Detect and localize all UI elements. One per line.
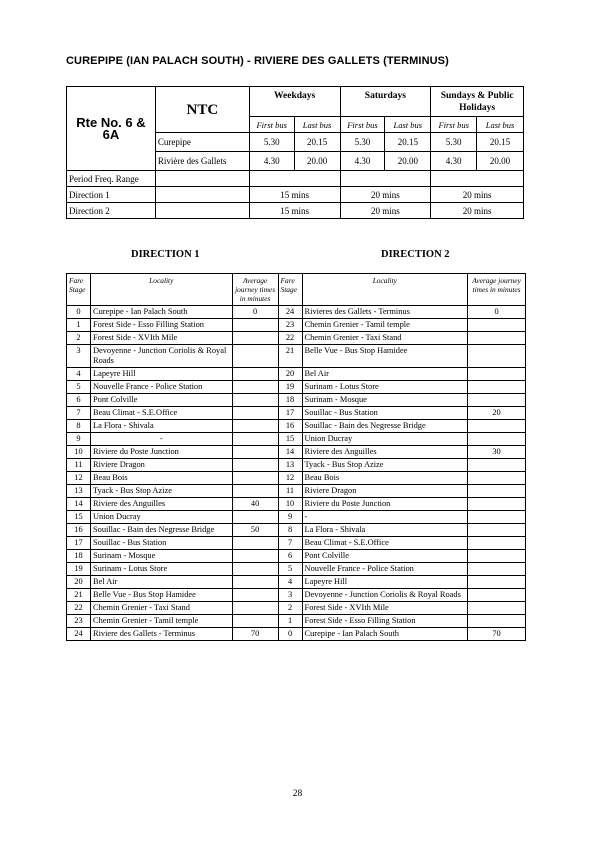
locality-cell: Surinam - Mosque — [90, 550, 232, 563]
stage-row — [67, 472, 526, 485]
fare-stage-cell: 7 — [278, 537, 302, 550]
departure-place: Rivière des Gallets — [155, 152, 249, 171]
locality-cell: Pont Colville — [302, 550, 468, 563]
avg-time-cell — [232, 332, 278, 345]
avg-time-cell — [468, 524, 526, 537]
stage-row — [67, 394, 526, 407]
fare-stage-cell: 9 — [67, 433, 91, 446]
fare-stage-cell: 6 — [67, 394, 91, 407]
stage-row — [67, 433, 526, 446]
locality-cell: Souillac - Bus Station — [90, 537, 232, 550]
fare-stage-cell: 1 — [67, 319, 91, 332]
frequency-value: 20 mins — [431, 187, 524, 203]
departure-time: 5.30 — [340, 133, 385, 152]
fare-stage-cell: 1 — [278, 615, 302, 628]
page-number: 28 — [292, 789, 303, 799]
departure-time: 4.30 — [431, 152, 477, 171]
locality-cell: - — [302, 511, 468, 524]
fare-stage-cell: 15 — [278, 433, 302, 446]
locality-cell: Lapeyre Hill — [302, 576, 468, 589]
empty-cell — [340, 171, 431, 187]
frequency-value: 20 mins — [431, 203, 524, 219]
fare-stage-cell: 14 — [67, 498, 91, 511]
avg-time-cell — [232, 602, 278, 615]
group-sundays: Sundays & Public Holidays — [431, 87, 524, 117]
locality-cell: Riviere du Poste Junction — [302, 498, 468, 511]
locality-cell: Devoyenne - Junction Coriolis & Royal Roads — [302, 589, 468, 602]
frequency-row — [67, 203, 524, 219]
locality-cell: Tyack - Bus Stop Azize — [302, 459, 468, 472]
fare-stage-cell: 6 — [278, 550, 302, 563]
fare-stage-cell: 7 — [67, 407, 91, 420]
locality-cell: Riviere des Anguilles — [90, 498, 232, 511]
avg-time-cell — [468, 459, 526, 472]
locality-cell: La Flora - Shivala — [90, 420, 232, 433]
avg-time-cell — [468, 420, 526, 433]
locality-cell: Union Ducray — [90, 511, 232, 524]
departure-time: 20.15 — [477, 133, 524, 152]
fare-stage-cell: 15 — [67, 511, 91, 524]
locality-cell: Forest Side - Esso Filling Station — [302, 615, 468, 628]
fare-stage-header: Fare Stage — [67, 274, 91, 306]
avg-time-header: Average journey times in minutes — [232, 274, 278, 306]
last-bus-label: Last bus — [477, 117, 524, 133]
stages-header-row — [67, 274, 526, 306]
stage-row — [67, 550, 526, 563]
fare-stage-cell: 5 — [67, 381, 91, 394]
locality-cell: Chemin Grenier - Taxi Stand — [90, 602, 232, 615]
fare-stage-cell: 18 — [67, 550, 91, 563]
direction-2-heading: DIRECTION 2 — [381, 249, 450, 260]
direction-label: Direction 2 — [67, 203, 156, 219]
fare-stage-cell: 8 — [67, 420, 91, 433]
stage-row — [67, 332, 526, 345]
locality-cell: Surinam - Lotus Store — [302, 381, 468, 394]
locality-cell: Beau Climat - S.E.Office — [302, 537, 468, 550]
locality-cell: Chemin Grenier - Tamil temple — [302, 319, 468, 332]
avg-time-cell — [468, 498, 526, 511]
avg-time-cell — [232, 472, 278, 485]
freq-range-label: Period Freq. Range — [67, 171, 156, 187]
avg-time-cell — [232, 576, 278, 589]
avg-time-cell — [468, 550, 526, 563]
fare-stage-cell: 10 — [67, 446, 91, 459]
operator-name: NTC — [155, 87, 249, 133]
locality-cell: Souillac - Bain des Negresse Bridge — [302, 420, 468, 433]
stage-row — [67, 306, 526, 319]
locality-cell: Chemin Grenier - Taxi Stand — [302, 332, 468, 345]
fare-stage-cell: 11 — [278, 485, 302, 498]
fare-stage-cell: 3 — [67, 345, 91, 368]
fare-stage-cell: 20 — [67, 576, 91, 589]
timetable-header-row — [67, 87, 524, 117]
fare-stage-cell: 16 — [278, 420, 302, 433]
avg-time-cell — [468, 576, 526, 589]
locality-cell: La Flora - Shivala — [302, 524, 468, 537]
avg-time-cell — [468, 332, 526, 345]
fare-stage-cell: 14 — [278, 446, 302, 459]
fare-stage-cell: 10 — [278, 498, 302, 511]
avg-time-cell — [232, 446, 278, 459]
stage-row — [67, 381, 526, 394]
locality-cell: Lapeyre Hill — [90, 368, 232, 381]
avg-time-cell — [468, 368, 526, 381]
locality-cell: Riviere Dragon — [302, 485, 468, 498]
stage-row — [67, 524, 526, 537]
avg-time-cell — [468, 345, 526, 368]
avg-time-header: Average journey times in minutes — [468, 274, 526, 306]
stage-row — [67, 498, 526, 511]
fare-stage-cell: 9 — [278, 511, 302, 524]
stage-row — [67, 576, 526, 589]
locality-cell: Belle Vue - Bus Stop Hamidee — [90, 589, 232, 602]
frequency-value: 15 mins — [249, 203, 340, 219]
group-weekdays: Weekdays — [249, 87, 340, 117]
avg-time-cell — [468, 485, 526, 498]
fare-stage-cell: 4 — [278, 576, 302, 589]
fare-stage-cell: 21 — [278, 345, 302, 368]
empty-cell — [249, 171, 340, 187]
avg-time-cell — [232, 433, 278, 446]
stage-row — [67, 563, 526, 576]
frequency-header-row — [67, 171, 524, 187]
group-saturdays: Saturdays — [340, 87, 431, 117]
stage-row — [67, 589, 526, 602]
stage-row — [67, 511, 526, 524]
stage-row — [67, 446, 526, 459]
avg-time-cell — [468, 394, 526, 407]
avg-time-cell: 0 — [232, 306, 278, 319]
fare-stage-cell: 23 — [67, 615, 91, 628]
avg-time-cell: 40 — [232, 498, 278, 511]
stage-row — [67, 368, 526, 381]
stage-row — [67, 420, 526, 433]
fare-stage-cell: 20 — [278, 368, 302, 381]
locality-cell: Tyack - Bus Stop Azize — [90, 485, 232, 498]
avg-time-cell — [232, 485, 278, 498]
avg-time-cell — [232, 511, 278, 524]
departure-time: 20.15 — [385, 133, 431, 152]
fare-stage-cell: 8 — [278, 524, 302, 537]
departure-time: 20.00 — [385, 152, 431, 171]
direction-label: Direction 1 — [67, 187, 156, 203]
avg-time-cell — [232, 550, 278, 563]
locality-header: Locality — [302, 274, 468, 306]
locality-cell: Surinam - Lotus Store — [90, 563, 232, 576]
last-bus-label: Last bus — [385, 117, 431, 133]
fare-stage-cell: 21 — [67, 589, 91, 602]
departure-time: 4.30 — [249, 152, 294, 171]
avg-time-cell: 70 — [468, 628, 526, 641]
fare-stage-cell: 22 — [278, 332, 302, 345]
stage-row — [67, 615, 526, 628]
locality-cell: Souillac - Bain des Negresse Bridge — [90, 524, 232, 537]
avg-time-cell — [232, 381, 278, 394]
fare-stage-header: Fare Stage — [278, 274, 302, 306]
locality-cell: Surinam - Mosque — [302, 394, 468, 407]
fare-stage-cell: 12 — [67, 472, 91, 485]
avg-time-cell — [468, 602, 526, 615]
first-bus-label: First bus — [340, 117, 385, 133]
empty-cell — [155, 187, 249, 203]
avg-time-cell — [232, 537, 278, 550]
empty-cell — [155, 203, 249, 219]
fare-stage-cell: 11 — [67, 459, 91, 472]
fare-stage-cell: 13 — [67, 485, 91, 498]
last-bus-label: Last bus — [294, 117, 340, 133]
avg-time-cell: 70 — [232, 628, 278, 641]
frequency-value: 15 mins — [249, 187, 340, 203]
stage-row — [67, 319, 526, 332]
fare-stage-cell: 2 — [67, 332, 91, 345]
avg-time-cell — [232, 615, 278, 628]
fare-stage-cell: 22 — [67, 602, 91, 615]
avg-time-cell — [468, 537, 526, 550]
fare-stage-cell: 2 — [278, 602, 302, 615]
locality-cell: Belle Vue - Bus Stop Hamidee — [302, 345, 468, 368]
fare-stage-cell: 0 — [278, 628, 302, 641]
stage-row — [67, 345, 526, 368]
departure-time: 5.30 — [249, 133, 294, 152]
locality-cell: Rivieres des Gallets - Terminus — [302, 306, 468, 319]
departure-time: 20.00 — [477, 152, 524, 171]
fare-stage-cell: 5 — [278, 563, 302, 576]
avg-time-cell — [232, 420, 278, 433]
departure-time: 4.30 — [340, 152, 385, 171]
fare-stage-cell: 23 — [278, 319, 302, 332]
avg-time-cell — [232, 563, 278, 576]
departure-time: 20.15 — [294, 133, 340, 152]
avg-time-cell — [232, 368, 278, 381]
avg-time-cell — [468, 589, 526, 602]
locality-cell: Beau Climat - S.E.Office — [90, 407, 232, 420]
avg-time-cell — [468, 472, 526, 485]
locality-cell: Chemin Grenier - Tamil temple — [90, 615, 232, 628]
stage-row — [67, 485, 526, 498]
locality-cell: - — [90, 433, 232, 446]
stage-row — [67, 537, 526, 550]
locality-cell: Forest Side - Esso Filling Station — [90, 319, 232, 332]
route-number: Rte No. 6 & 6A — [67, 87, 156, 171]
avg-time-cell — [468, 511, 526, 524]
locality-cell: Nouvelle France - Police Station — [302, 563, 468, 576]
locality-cell: Bel Air — [302, 368, 468, 381]
avg-time-cell — [468, 381, 526, 394]
page-title: CUREPIPE (IAN PALACH SOUTH) - RIVIERE DES GALLETS (TERMINUS) — [66, 55, 449, 67]
avg-time-cell: 0 — [468, 306, 526, 319]
avg-time-cell — [468, 615, 526, 628]
locality-cell: Souillac - Bus Station — [302, 407, 468, 420]
locality-cell: Nouvelle France - Police Station — [90, 381, 232, 394]
empty-cell — [155, 171, 249, 187]
fare-stage-cell: 18 — [278, 394, 302, 407]
locality-cell: Riviere Dragon — [90, 459, 232, 472]
locality-cell: Riviere des Anguilles — [302, 446, 468, 459]
stage-row — [67, 407, 526, 420]
avg-time-cell: 30 — [468, 446, 526, 459]
departure-time: 20.00 — [294, 152, 340, 171]
first-bus-label: First bus — [431, 117, 477, 133]
fare-stage-cell: 12 — [278, 472, 302, 485]
avg-time-cell — [468, 563, 526, 576]
avg-time-cell — [232, 589, 278, 602]
avg-time-cell — [468, 433, 526, 446]
fare-stage-cell: 16 — [67, 524, 91, 537]
fare-stage-cell: 4 — [67, 368, 91, 381]
frequency-value: 20 mins — [340, 203, 431, 219]
stage-row — [67, 602, 526, 615]
stage-row — [67, 459, 526, 472]
fare-stage-cell: 19 — [278, 381, 302, 394]
timetable — [66, 86, 524, 219]
locality-header: Locality — [90, 274, 232, 306]
avg-time-cell — [232, 459, 278, 472]
locality-cell: Riviere du Poste Junction — [90, 446, 232, 459]
stage-row — [67, 628, 526, 641]
fare-stage-cell: 19 — [67, 563, 91, 576]
avg-time-cell — [468, 319, 526, 332]
locality-cell: Curepipe - Ian Palach South — [302, 628, 468, 641]
fare-stage-cell: 17 — [67, 537, 91, 550]
direction-1-heading: DIRECTION 1 — [131, 249, 200, 260]
avg-time-cell: 50 — [232, 524, 278, 537]
locality-cell: Pont Colville — [90, 394, 232, 407]
locality-cell: Forest Side - XVIth Mile — [90, 332, 232, 345]
avg-time-cell — [232, 407, 278, 420]
fare-stage-cell: 3 — [278, 589, 302, 602]
fare-stage-cell: 24 — [67, 628, 91, 641]
avg-time-cell — [232, 345, 278, 368]
fare-stage-cell: 13 — [278, 459, 302, 472]
locality-cell: Riviere des Gallets - Terminus — [90, 628, 232, 641]
locality-cell: Devoyenne - Junction Coriolis & Royal Roads — [90, 345, 232, 368]
locality-cell: Beau Bois — [90, 472, 232, 485]
avg-time-cell — [232, 394, 278, 407]
locality-cell: Curepipe - Ian Palach South — [90, 306, 232, 319]
avg-time-cell — [232, 319, 278, 332]
fare-stage-cell: 24 — [278, 306, 302, 319]
frequency-value: 20 mins — [340, 187, 431, 203]
frequency-row — [67, 187, 524, 203]
locality-cell: Forest Side - XVIth Mile — [302, 602, 468, 615]
departure-time: 5.30 — [431, 133, 477, 152]
locality-cell: Union Ducray — [302, 433, 468, 446]
departure-place: Curepipe — [155, 133, 249, 152]
fare-stages-table — [66, 273, 526, 641]
fare-stage-cell: 0 — [67, 306, 91, 319]
fare-stage-cell: 17 — [278, 407, 302, 420]
avg-time-cell: 20 — [468, 407, 526, 420]
locality-cell: Beau Bois — [302, 472, 468, 485]
locality-cell: Bel Air — [90, 576, 232, 589]
empty-cell — [431, 171, 524, 187]
first-bus-label: First bus — [249, 117, 294, 133]
